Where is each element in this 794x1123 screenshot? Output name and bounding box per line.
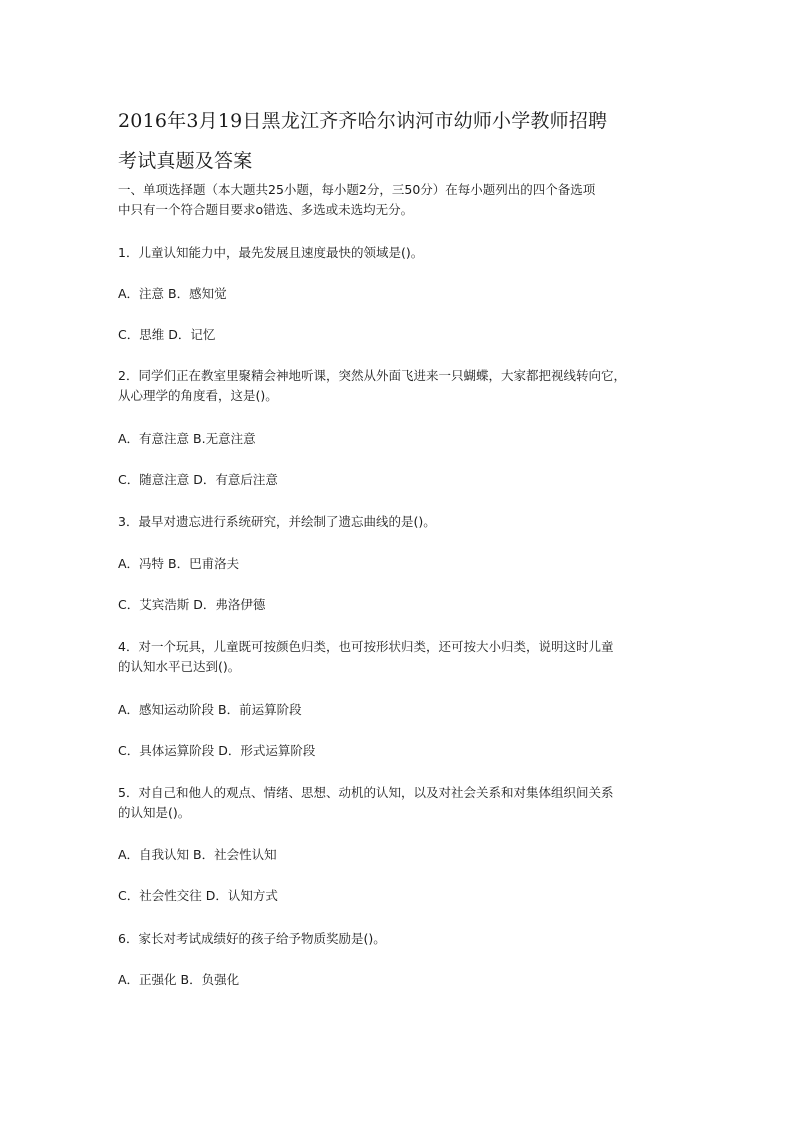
- question-4-stem-line-2: 的认知水平已达到()。: [118, 659, 241, 674]
- question-2-options-ab: A．有意注意 B.无意注意: [118, 431, 256, 446]
- question-5-options-ab: A．自我认知 B．社会性认知: [118, 847, 277, 862]
- question-3-options-ab: A．冯特 B．巴甫洛夫: [118, 556, 240, 571]
- question-2-stem-line-2: 从心理学的角度看，这是()。: [118, 388, 278, 403]
- question-1-options-ab: A．注意 B．感知觉: [118, 286, 227, 301]
- question-3-stem: 3．最早对遗忘进行系统研究，并绘制了遗忘曲线的是()。: [118, 514, 436, 529]
- question-5-stem-line-2: 的认知是()。: [118, 805, 191, 820]
- question-2-stem-line-1: 2．同学们正在教室里聚精会神地听课，突然从外面飞进来一只蝴蝶，大家都把视线转向它，: [118, 368, 626, 383]
- question-1-options-cd: C．思维 D．记忆: [118, 327, 216, 342]
- question-4-options-ab: A．感知运动阶段 B．前运算阶段: [118, 702, 302, 717]
- document-title-line-2: 考试真题及答案: [118, 150, 253, 172]
- question-1-stem: 1．儿童认知能力中，最先发展且速度最快的领域是()。: [118, 245, 424, 260]
- question-3-options-cd: C．艾宾浩斯 D．弗洛伊德: [118, 597, 266, 612]
- question-5-options-cd: C．社会性交往 D．认知方式: [118, 888, 278, 903]
- question-5-stem-line-1: 5．对自己和他人的观点、情绪、思想、动机的认知，以及对社会关系和对集体组织间关系: [118, 785, 614, 800]
- question-4-stem-line-1: 4．对一个玩具，儿童既可按颜色归类，也可按形状归类，还可按大小归类，说明这时儿童: [118, 639, 614, 654]
- question-6-options-ab: A．正强化 B．负强化: [118, 972, 240, 987]
- instructions-line-2: 中只有一个符合题目要求o错选、多选或未选均无分。: [118, 202, 414, 217]
- question-6-stem: 6．家长对考试成绩好的孩子给予物质奖励是()。: [118, 931, 386, 946]
- instructions-line-1: 一、单项选择题（本大题共25小题，每小题2分，三50分）在每小题列出的四个备选项: [118, 182, 596, 197]
- question-2-options-cd: C．随意注意 D．有意后注意: [118, 472, 278, 487]
- document-title-line-1: 2016年3月19日黑龙江齐齐哈尔讷河市幼师小学教师招聘: [118, 110, 608, 132]
- question-4-options-cd: C．具体运算阶段 D．形式运算阶段: [118, 743, 316, 758]
